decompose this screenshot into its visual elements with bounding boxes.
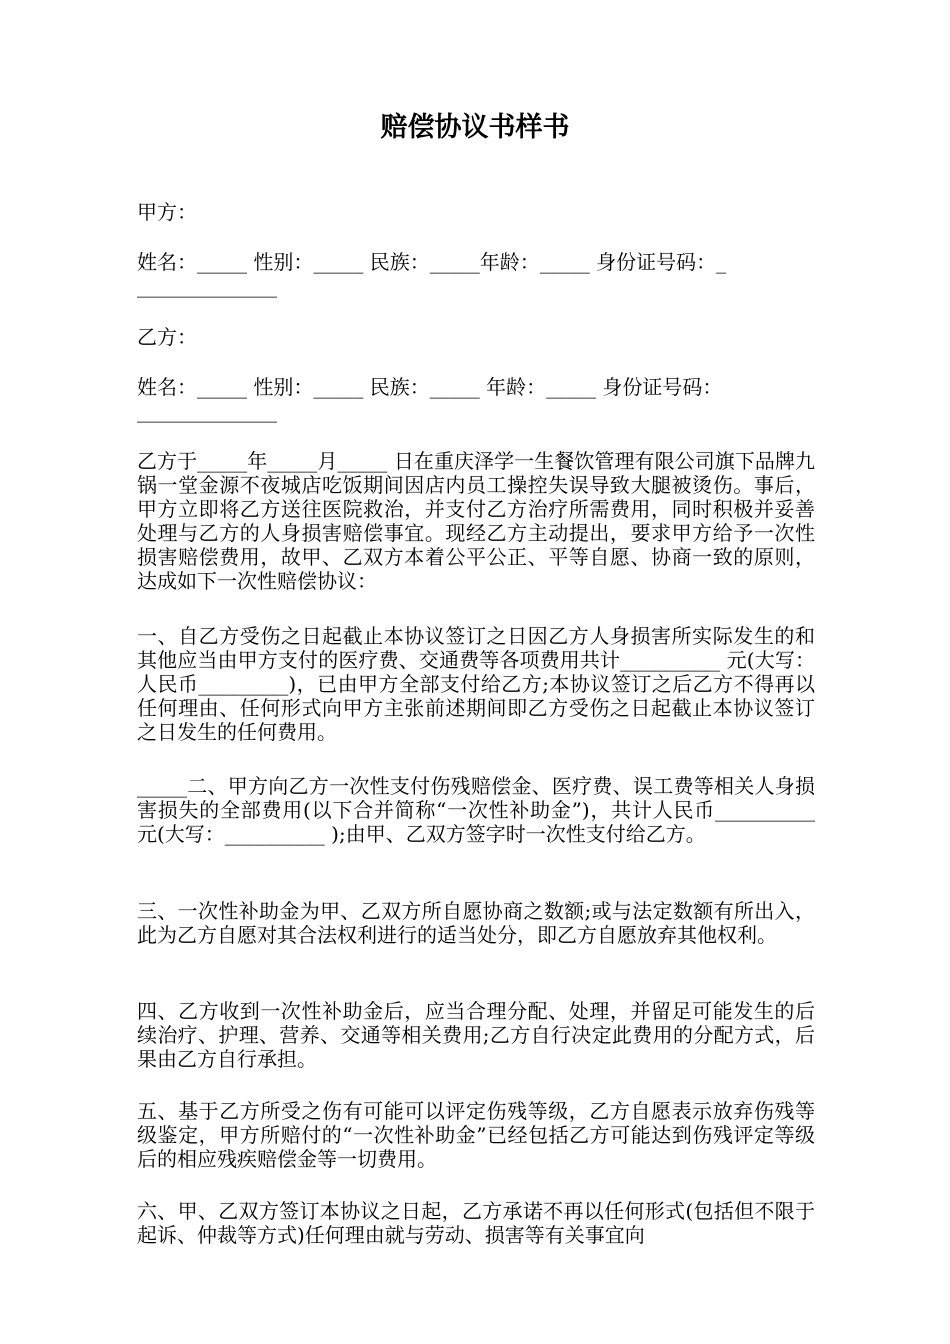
- document-title: 赔偿协议书样书: [380, 112, 570, 143]
- paragraph-intro: 乙方于_____年_____月_____ 日在重庆泽学一生餐饮管理有限公司旗下品牌九锅一堂金源不夜城店吃饭期间因店内员工操控失误导致大腿被烫伤。事后，甲方立即将乙方送往医院救治，并支付乙方治疗所需费用，同时积极并妥善处理与乙方的人身损害赔偿事宜。现经乙方主动提出，要求甲方给予一次性损害赔偿费用，故甲、乙双方本着公平公正、平等自愿、协商一致的原则，达成如下一次性赔偿协议：: [137, 449, 815, 593]
- party-a-fields-line1: 姓名：_____ 性别：_____ 民族：_____年龄：_____ 身份证号码：_: [137, 250, 727, 274]
- party-b-fields-line1: 姓名：_____ 性别：_____ 民族：_____ 年龄：_____ 身份证号码：: [137, 375, 723, 399]
- paragraph-clause-6: 六、甲、乙双方签订本协议之日起，乙方承诺不再以任何形式(包括但不限于起诉、仲裁等方式)任何理由就与劳动、损害等有关事宜向: [137, 1199, 815, 1247]
- paragraph-clause-1: 一、自乙方受伤之日起截止本协议签订之日因乙方人身损害所实际发生的和其他应当由甲方支付的医疗费、交通费等各项费用共计__________ 元(大写：人民币_________)，已由甲方全部支付给乙方;本协议签订之后乙方不得再以任何理由、任何形式向甲方主张前述期间即乙方受伤之日起截止本协议签订之日发生的任何费用。: [137, 624, 815, 744]
- party-a-label: 甲方：: [137, 200, 197, 224]
- paragraph-clause-4: 四、乙方收到一次性补助金后，应当合理分配、处理，并留足可能发生的后续治疗、护理、营养、交通等相关费用;乙方自行决定此费用的分配方式，后果由乙方自行承担。: [137, 999, 815, 1071]
- paragraph-clause-3: 三、一次性补助金为甲、乙双方所自愿协商之数额;或与法定数额有所出入，此为乙方自愿对其合法权利进行的适当处分，即乙方自愿放弃其他权利。: [137, 899, 815, 947]
- party-b-label: 乙方：: [137, 325, 197, 349]
- party-a-fields-line2: ______________: [137, 274, 277, 298]
- paragraph-clause-5: 五、基于乙方所受之伤有可能可以评定伤残等级，乙方自愿表示放弃伤残等级鉴定，甲方所赔付的“一次性补助金”已经包括乙方可能达到伤残评定等级后的相应残疾赔偿金等一切费用。: [137, 1099, 815, 1171]
- paragraph-clause-2: _____二、甲方向乙方一次性支付伤残赔偿金、医疗费、误工费等相关人身损害损失的全部费用(以下合并简称“一次性补助金”)，共计人民币__________ 元(大写：__________ );由甲、乙双方签字时一次性支付给乙方。: [137, 774, 822, 846]
- party-b-fields-line2: ______________: [137, 399, 277, 423]
